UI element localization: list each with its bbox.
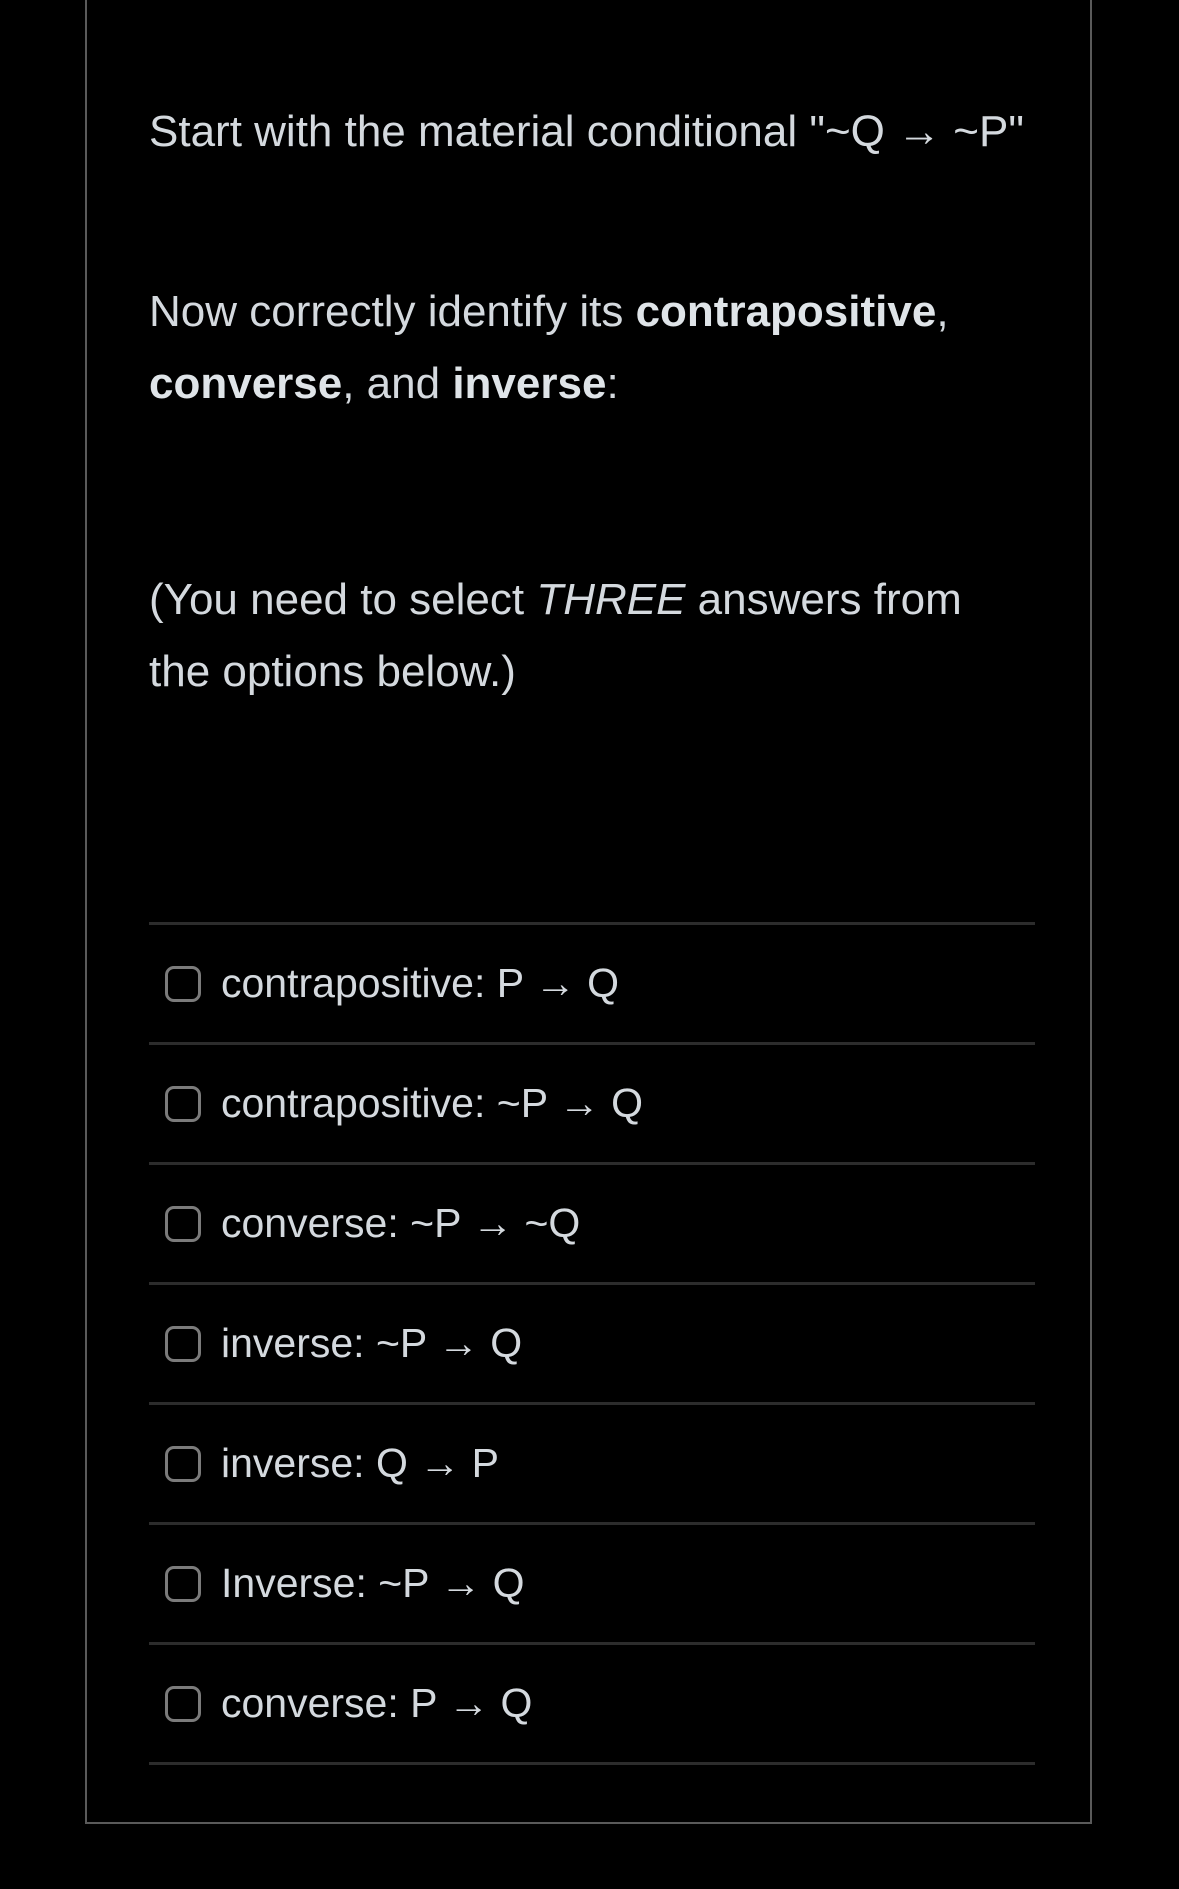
checkbox[interactable] [165,1566,201,1602]
answer-option-label[interactable]: inverse: Q → P [221,1440,499,1486]
answer-option-label[interactable]: contrapositive: ~P → Q [221,1080,643,1126]
answer-option[interactable] [149,925,1035,1045]
question-premise: Start with the material conditional "~Q → ~P" [149,107,1024,156]
instruction-emphasis: THREE [536,575,686,624]
answer-option[interactable] [149,1525,1035,1645]
checkbox[interactable] [165,1206,201,1242]
term-converse: converse [149,359,343,408]
answer-option-label[interactable]: inverse: ~P → Q [221,1320,523,1366]
answer-option[interactable] [149,1045,1035,1165]
question-card [85,0,1092,1824]
answer-option[interactable] [149,1285,1035,1405]
checkbox[interactable] [165,1086,201,1122]
prompt-sep-1: , [936,287,949,336]
instruction-suffix: answers from the options below.) [149,575,962,696]
answer-options-list [149,922,1035,1765]
question-instruction [149,564,1035,708]
answer-option[interactable] [149,1165,1035,1285]
answer-option[interactable] [149,1405,1035,1525]
prompt-prefix: Now correctly identify its [149,287,636,336]
instruction-prefix: (You need to select [149,575,537,624]
checkbox[interactable] [165,1686,201,1722]
answer-option-label[interactable]: converse: ~P → ~Q [221,1200,581,1246]
prompt-suffix: : [606,359,619,408]
checkbox[interactable] [165,1326,201,1362]
prompt-sep-2: , and [342,359,453,408]
answer-option-label[interactable]: contrapositive: P → Q [221,960,620,1006]
checkbox[interactable] [165,966,201,1002]
answer-option-label[interactable]: Inverse: ~P → Q [221,1560,525,1606]
term-contrapositive: contrapositive [635,287,937,336]
answer-option-label[interactable]: converse: P → Q [221,1680,533,1726]
checkbox[interactable] [165,1446,201,1482]
question-prompt [149,276,1035,420]
answer-option[interactable] [149,1645,1035,1765]
term-inverse: inverse [452,359,607,408]
